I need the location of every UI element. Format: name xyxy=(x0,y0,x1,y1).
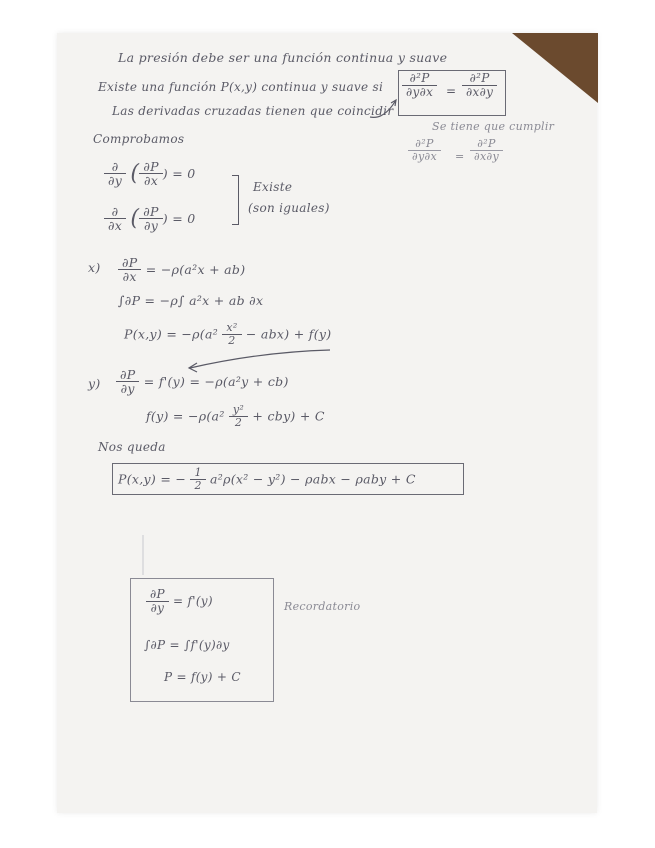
existe-label: Existe xyxy=(253,180,293,194)
condition-equals: = xyxy=(446,84,457,98)
faint-fraction-right: $\frac{\text{∂²P}}{\partial x\partial y}$ xyxy=(470,138,503,162)
son-iguales-label: (son iguales) xyxy=(248,201,330,215)
check-eq-1: $\frac{\partial}{\partial y}$ ( $\frac{\partial P}{\partial x}$ ) = 0 xyxy=(104,160,196,187)
closing-bracket xyxy=(232,175,239,225)
x-derivative: $\frac{\partial P}{\partial x}$ = −ρ(a²x + ab) xyxy=(118,256,245,283)
x-integral: ∫∂P = −ρ∫ a²x + ab ∂x xyxy=(118,293,264,308)
line-pressure: La presión debe ser una función continua y suave xyxy=(118,50,448,65)
x-marker: x) xyxy=(88,260,101,275)
nos-queda-label: Nos queda xyxy=(98,440,166,454)
final-result: P(x,y) = − $\frac{1}{2}$ a²ρ(x² − y²) − ρabx − ρaby + C xyxy=(118,466,416,492)
y-marker: y) xyxy=(88,376,101,391)
y-fy: f(y) = −ρ(a² $\frac{\text{y²}}{2}$ + cby) + C xyxy=(146,403,325,429)
faint-fraction-left: $\frac{\text{∂²P}}{\partial y\partial x}$ xyxy=(408,138,441,162)
check-eq-2: $\frac{\partial}{\partial x}$ ( $\frac{\partial P}{\partial y}$ ) = 0 xyxy=(104,205,196,232)
reminder-derivative: $\frac{\partial P}{\partial y}$ = f'(y) xyxy=(146,588,213,614)
condition-fraction-right: $\frac{\text{∂²P}}{\partial x\partial y}$ xyxy=(462,72,497,98)
x-pxy: P(x,y) = −ρ(a² $\frac{\text{x²}}{2}$ − abx) + f(y) xyxy=(124,321,332,347)
line-existe-funcion: Existe una función P(x,y) continua y suave si xyxy=(98,80,384,94)
recordatorio-label: Recordatorio xyxy=(284,600,361,613)
reminder-result: P = f(y) + C xyxy=(164,670,241,684)
y-derivative: $\frac{\partial P}{\partial y}$ = f'(y) = −ρ(a²y + cb) xyxy=(116,368,289,395)
comprobamos-label: Comprobamos xyxy=(93,132,185,146)
line-derivadas-cruzadas: Las derivadas cruzadas tienen que coincidir xyxy=(112,104,394,118)
condition-fraction-left: $\frac{\text{∂²P}}{\partial y\partial x}$ xyxy=(402,72,437,98)
faint-equals: = xyxy=(455,150,465,163)
se-tiene-que-cumplir: Se tiene que cumplir xyxy=(432,120,555,133)
reminder-integral: ∫∂P = ∫f'(y)∂y xyxy=(144,638,230,652)
